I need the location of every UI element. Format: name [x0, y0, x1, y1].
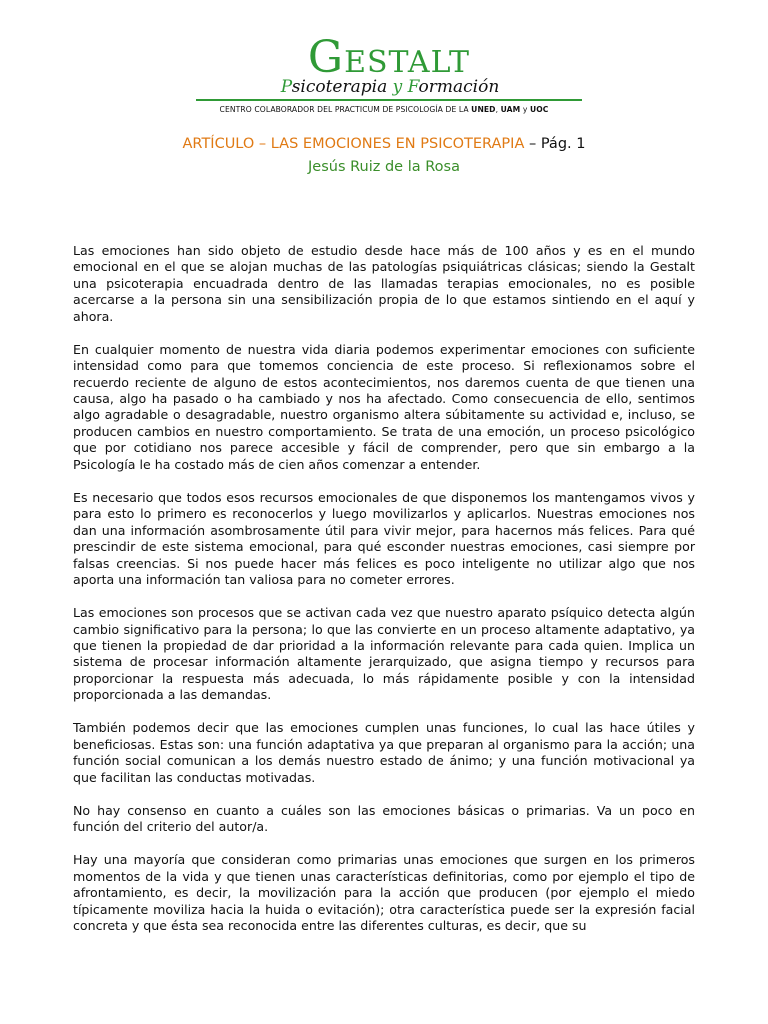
- article-author: Jesús Ruiz de la Rosa: [308, 159, 460, 175]
- collaborator-y: y: [522, 105, 528, 114]
- article-title: LAS EMOCIONES EN PSICOTERAPIA: [270, 136, 525, 152]
- logo-sub-initial-f: F: [407, 77, 419, 97]
- collaborator-text: CENTRO COLABORADOR DEL PRACTICUM DE PSICOLOGÍA DE LA: [219, 105, 469, 114]
- logo-sub-initial-p: P: [280, 77, 292, 97]
- logo-sub-word-1: sicoterapia: [291, 77, 388, 97]
- collaborator-sep: ,: [495, 105, 499, 114]
- article-heading: [0, 135, 768, 153]
- gestalt-logo: [0, 32, 768, 97]
- logo-title-rest: ESTALT: [344, 45, 471, 80]
- article-body: [73, 243, 695, 951]
- logo-sub-y: y: [392, 77, 403, 97]
- collaborator-uned: UNED: [471, 105, 496, 114]
- logo-sub-word-2: ormación: [418, 77, 500, 97]
- collaborator-line: [0, 105, 768, 114]
- paragraph: También podemos decir que las emociones cumplen unas funciones, lo cual las hace útiles y beneficiosas. Estas son: una función adaptativa ya que preparan al organismo para la acción; una función social comunican a los demás nuestro estado de ánimo; y una función motivacional ya que facilitan las conductas motivadas.: [73, 720, 695, 785]
- article-label: ARTÍCULO: [182, 136, 255, 152]
- paragraph: En cualquier momento de nuestra vida diaria podemos experimentar emociones con suficiente intensidad como para que tomemos conciencia de este proceso. Si reflexionamos sobre el recuerdo reciente de alguno de estos acontecimientos, nos daremos cuenta de que tienen una causa, algo ha pasado o ha cambiado y nos ha afectado. Como consecuencia de ello, sentimos algo agradable o desagradable, nuestro organismo altera súbitamente su actividad e, incluso, se producen cambios en nuestro comportamiento. Se trata de una emoción, un proceso psicológico que por cotidiano nos parece accesible y fácil de comprender, pero que sin embargo a la Psicología le ha costado más de cien años comenzar a entender.: [73, 341, 695, 472]
- collaborator-uoc: UOC: [529, 105, 549, 114]
- paragraph: No hay consenso en cuanto a cuáles son las emociones básicas o primarias. Va un poco en función del criterio del autor/a.: [73, 802, 695, 835]
- paragraph: Es necesario que todos esos recursos emocionales de que disponemos los mantengamos vivos y para esto lo primero es reconocerlos y luego movilizarlos y aplicarlos. Nuestras emociones nos dan una información asombrosamente útil para vivir mejor, para hacernos más felices. Para qué prescindir de este sistema emocional, para qué esconder nuestras emociones, casi siempre por falsas creencias. Si nos puede hacer más felices es poco inteligente no utilizar algo que nos aporta una información tan valiosa para no cometer errores.: [73, 489, 695, 587]
- paragraph: Las emociones son procesos que se activan cada vez que nuestro aparato psíquico detecta algún cambio significativo para la persona; lo que las convierte en un proceso altamente adaptativo, ya que tienen la propiedad de dar prioridad a la información relevante para cada quien. Implica un sistema de procesar información altamente jerarquizado, que asigna tiempo y recursos para proporcionar la respuesta más adecuada, lo más rápidamente posible y con la intensidad proporcionada a las demandas.: [73, 605, 695, 703]
- paragraph: Las emociones han sido objeto de estudio desde hace más de 100 años y es en el mundo emocional en el que se alojan muchas de las patologías psiquiátricas clásicas; siendo la Gestalt una psicoterapia encuadrada dentro de las llamadas terapias emocionales, no es posible acercarse a la persona sin una sensibilización propia de lo que estamos sintiendo en el aquí y ahora.: [73, 243, 695, 324]
- article-dash: –: [254, 136, 271, 152]
- logo-title-initial: G: [307, 32, 345, 83]
- logo-subtitle: [12, 77, 768, 97]
- collaborator-uam: UAM: [500, 105, 521, 114]
- logo-title: [10, 32, 768, 83]
- page-number: – Pág. 1: [524, 136, 586, 152]
- logo-divider: [196, 99, 582, 101]
- paragraph: Hay una mayoría que consideran como primarias unas emociones que surgen en los primeros momentos de la vida y que tienen unas características definitorias, como por ejemplo el tipo de afrontamiento, es decir, la movilización para la acción que producen (por ejemplo el miedo típicamente moviliza hacia la huida o evitación); otra característica puede ser la expresión facial concreta y que ésta sea reconocida entre las diferentes culturas, es decir, que su: [73, 852, 695, 933]
